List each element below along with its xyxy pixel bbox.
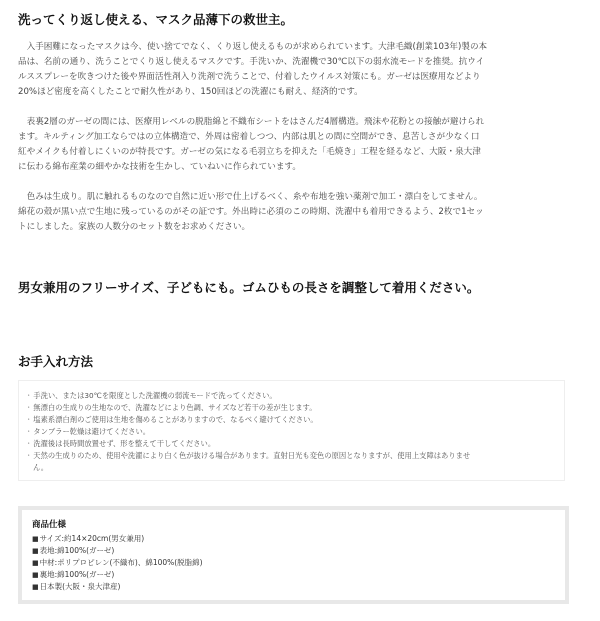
care-item: ・ 天然の生成りのため、使用や洗濯により白く色が抜ける場合があります。直射日光も変色の原因となりますが、使用上支障はありませ	[25, 450, 564, 462]
care-list	[19, 381, 564, 474]
color-paragraph	[18, 190, 572, 235]
structure-paragraph	[18, 115, 572, 175]
intro-paragraph	[18, 40, 572, 100]
paragraph-line: 表裏2層のガーゼの間には、医療用レベルの脱脂綿と不織布シートをはさんだ4層構造。飛沫や花粉との接触が避けられ	[18, 117, 485, 127]
paragraph-line: トにしました。家族の人数分のセット数をお求めください。	[18, 222, 251, 232]
paragraph-line: 紅やメイクも付着しにくいのが特長です。ガーゼの気になる毛羽立ちを抑えた「毛焼き」工程を経るなど、大阪・泉大津	[18, 147, 481, 157]
care-heading: お手入れ方法	[18, 354, 94, 369]
spec-item: ■ 日本製(大阪・泉大津産)	[32, 581, 565, 593]
care-item: ん。	[33, 463, 49, 472]
paragraph-line: ルススプレーを吹きつけた後や界面活性剤入り洗剤で洗うことで、付着したウイルス対策にも。ガーゼは医療用などより	[18, 72, 481, 82]
free-size-heading: 男女兼用のフリーサイズ、子どもにも。ゴムひもの長さを調整して着用ください。	[18, 280, 480, 295]
paragraph-line: ます。キルティング加工ならではの立体構造で、外周は密着しつつ、内部は肌との間に空間ができ、息苦しさが少なく口	[18, 132, 480, 142]
care-item: ・ タンブラー乾燥は避けてください。	[25, 426, 564, 438]
care-item: ・ 無漂白の生成りの生地なので、洗濯などにより色調、サイズなど若干の差が生じます。	[25, 402, 564, 414]
spec-item: ■ 表地:綿100%(ガーゼ)	[32, 545, 565, 557]
spec-title: 商品仕様	[32, 520, 67, 530]
paragraph-line: 色みは生成り。肌に触れるものなので自然に近い形で仕上げるべく、糸や布地を強い薬剤で加工・漂白をしてません。	[18, 192, 483, 202]
paragraph-line: 綿花の殻が黒い点で生地に残っているのがその証です。外出時に必須のこの時期、洗濯中も着用できるよう、2枚で1セッ	[18, 207, 484, 217]
spec-item: ■ サイズ:約14×20cm(男女兼用)	[32, 533, 565, 545]
care-item: ・ 洗濯後は長時間放置せず、形を整えて干してください。	[25, 438, 564, 450]
care-item: ・ 手洗い、または30℃を限度とした洗濯機の弱流モードで洗ってください。	[25, 390, 564, 402]
spec-list	[32, 533, 565, 593]
spec-item: ■ 中材:ポリプロピレン(不織布)、綿100%(脱脂綿)	[32, 557, 565, 569]
care-instructions-box	[18, 380, 565, 481]
paragraph-line: 品は、名前の通り、洗うことでくり返し使えるマスクです。手洗いか、洗濯機で30℃以下の弱水流モードを推奨。抗ウイ	[18, 57, 485, 67]
paragraph-line: に伝わる綿布産業の細やかな技術を生かし、ていねいに作られています。	[18, 162, 301, 172]
care-item: ・ 塩素系漂白剤のご使用は生地を傷めることがありますので、なるべく避けてください。	[25, 414, 564, 426]
paragraph-line: 入手困難になったマスクは今、使い捨てでなく、くり返し使えるものが求められています。大津毛織(創業103年)製の本	[18, 42, 488, 52]
paragraph-line: 20%ほど密度を高くしたことで耐久性があり、150回ほどの洗濯にも耐え、経済的です。	[18, 87, 363, 97]
spec-box	[18, 506, 569, 604]
headline: 洗ってくり返し使える、マスク品薄下の救世主。	[18, 12, 294, 27]
spec-item: ■ 裏地:綿100%(ガーゼ)	[32, 569, 565, 581]
